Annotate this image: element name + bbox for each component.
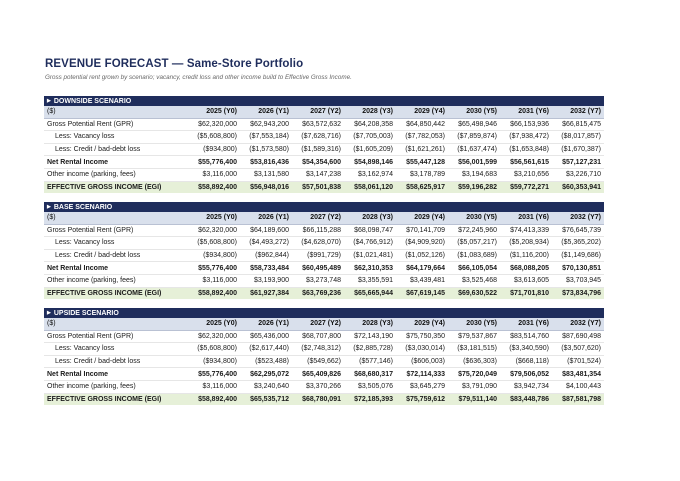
value-cell: $72,185,393 bbox=[344, 393, 396, 405]
value-cell: $70,130,851 bbox=[552, 262, 604, 275]
value-cell: $59,772,271 bbox=[500, 181, 552, 193]
value-cell: ($1,589,316) bbox=[292, 143, 344, 156]
value-cell: ($7,782,053) bbox=[396, 131, 448, 144]
value-cell: $55,776,400 bbox=[188, 368, 240, 381]
value-cell: $60,495,489 bbox=[292, 262, 344, 275]
value-cell: $64,850,442 bbox=[396, 118, 448, 131]
value-cell: $65,535,712 bbox=[240, 393, 292, 405]
value-cell: $53,816,436 bbox=[240, 156, 292, 169]
scenario-section-upside bbox=[44, 308, 604, 405]
value-cell: ($668,118) bbox=[500, 355, 552, 368]
egi-row bbox=[44, 181, 604, 193]
row-label: Net Rental Income bbox=[44, 156, 188, 169]
value-cell: $62,320,000 bbox=[188, 224, 240, 237]
year-header: 2031 (Y6) bbox=[500, 106, 552, 118]
credit-loss-row bbox=[44, 355, 604, 368]
value-cell: ($4,909,920) bbox=[396, 237, 448, 250]
row-label: Less: Vacancy loss bbox=[44, 237, 188, 250]
section-header bbox=[44, 308, 604, 318]
value-cell: ($5,208,934) bbox=[500, 237, 552, 250]
value-cell: $62,295,072 bbox=[240, 368, 292, 381]
value-cell: ($5,057,217) bbox=[448, 237, 500, 250]
egi-row bbox=[44, 287, 604, 299]
value-cell: $75,720,049 bbox=[448, 368, 500, 381]
vacancy-row bbox=[44, 131, 604, 144]
value-cell: $83,514,760 bbox=[500, 330, 552, 343]
year-header: 2030 (Y5) bbox=[448, 318, 500, 330]
value-cell: $54,898,146 bbox=[344, 156, 396, 169]
report-subtitle: Gross potential rent grown by scenario; vacancy, credit loss and other income build to Effective Gross Income. bbox=[45, 74, 352, 81]
scenario-table bbox=[44, 212, 604, 299]
value-cell: ($1,621,261) bbox=[396, 143, 448, 156]
section-header bbox=[44, 202, 604, 212]
triangle-right-icon: ▶ bbox=[47, 98, 51, 104]
year-header: 2028 (Y3) bbox=[344, 106, 396, 118]
year-header: 2029 (Y4) bbox=[396, 106, 448, 118]
value-cell: ($549,662) bbox=[292, 355, 344, 368]
value-cell: ($7,859,874) bbox=[448, 131, 500, 144]
row-label: Less: Vacancy loss bbox=[44, 131, 188, 144]
value-cell: $62,943,200 bbox=[240, 118, 292, 131]
year-header: 2028 (Y3) bbox=[344, 318, 396, 330]
row-label: EFFECTIVE GROSS INCOME (EGI) bbox=[44, 393, 188, 405]
value-cell: $74,413,339 bbox=[500, 224, 552, 237]
value-cell: $65,665,944 bbox=[344, 287, 396, 299]
value-cell: $3,147,238 bbox=[292, 168, 344, 181]
year-header: 2030 (Y5) bbox=[448, 106, 500, 118]
value-cell: ($1,670,387) bbox=[552, 143, 604, 156]
value-cell: $83,481,354 bbox=[552, 368, 604, 381]
other-income-row bbox=[44, 380, 604, 393]
value-cell: ($3,181,515) bbox=[448, 343, 500, 356]
column-header-row bbox=[44, 318, 604, 330]
egi-row bbox=[44, 393, 604, 405]
value-cell: $75,750,350 bbox=[396, 330, 448, 343]
column-header-row bbox=[44, 212, 604, 224]
year-header: 2027 (Y2) bbox=[292, 106, 344, 118]
value-cell: ($2,748,312) bbox=[292, 343, 344, 356]
year-header: 2028 (Y3) bbox=[344, 212, 396, 224]
value-cell: $79,506,052 bbox=[500, 368, 552, 381]
year-header: 2026 (Y1) bbox=[240, 212, 292, 224]
value-cell: $72,114,333 bbox=[396, 368, 448, 381]
value-cell: ($7,705,003) bbox=[344, 131, 396, 144]
value-cell: $56,948,016 bbox=[240, 181, 292, 193]
triangle-right-icon: ▶ bbox=[47, 310, 51, 316]
value-cell: $3,210,656 bbox=[500, 168, 552, 181]
value-cell: ($991,729) bbox=[292, 249, 344, 262]
value-cell: $3,525,468 bbox=[448, 274, 500, 287]
value-cell: $87,581,798 bbox=[552, 393, 604, 405]
value-cell: $3,791,090 bbox=[448, 380, 500, 393]
units-label: ($) bbox=[44, 212, 188, 224]
value-cell: ($4,493,272) bbox=[240, 237, 292, 250]
value-cell: ($1,149,686) bbox=[552, 249, 604, 262]
row-label: Net Rental Income bbox=[44, 262, 188, 275]
net-rental-income-row bbox=[44, 156, 604, 169]
value-cell: ($1,083,689) bbox=[448, 249, 500, 262]
value-cell: $65,409,826 bbox=[292, 368, 344, 381]
value-cell: ($8,017,857) bbox=[552, 131, 604, 144]
year-header: 2031 (Y6) bbox=[500, 212, 552, 224]
year-header: 2026 (Y1) bbox=[240, 318, 292, 330]
value-cell: $3,178,789 bbox=[396, 168, 448, 181]
value-cell: $63,572,632 bbox=[292, 118, 344, 131]
row-label: Other income (parking, fees) bbox=[44, 274, 188, 287]
row-label: Gross Potential Rent (GPR) bbox=[44, 330, 188, 343]
value-cell: $83,448,786 bbox=[500, 393, 552, 405]
value-cell: ($7,938,472) bbox=[500, 131, 552, 144]
value-cell: ($962,844) bbox=[240, 249, 292, 262]
net-rental-income-row bbox=[44, 262, 604, 275]
year-header: 2032 (Y7) bbox=[552, 106, 604, 118]
value-cell: $59,196,282 bbox=[448, 181, 500, 193]
value-cell: $55,776,400 bbox=[188, 156, 240, 169]
value-cell: ($3,030,014) bbox=[396, 343, 448, 356]
credit-loss-row bbox=[44, 249, 604, 262]
value-cell: $67,619,145 bbox=[396, 287, 448, 299]
value-cell: $87,690,498 bbox=[552, 330, 604, 343]
scenario-table bbox=[44, 106, 604, 193]
value-cell: ($577,146) bbox=[344, 355, 396, 368]
value-cell: $61,927,384 bbox=[240, 287, 292, 299]
value-cell: ($1,637,474) bbox=[448, 143, 500, 156]
value-cell: ($606,003) bbox=[396, 355, 448, 368]
value-cell: ($4,766,912) bbox=[344, 237, 396, 250]
value-cell: $3,703,945 bbox=[552, 274, 604, 287]
section-header bbox=[44, 96, 604, 106]
value-cell: $55,447,128 bbox=[396, 156, 448, 169]
value-cell: $62,320,000 bbox=[188, 118, 240, 131]
value-cell: $79,537,867 bbox=[448, 330, 500, 343]
section-title: UPSIDE SCENARIO bbox=[53, 310, 119, 317]
value-cell: ($1,573,580) bbox=[240, 143, 292, 156]
row-label: Other income (parking, fees) bbox=[44, 168, 188, 181]
value-cell: $3,116,000 bbox=[188, 274, 240, 287]
value-cell: $66,815,475 bbox=[552, 118, 604, 131]
value-cell: $3,439,481 bbox=[396, 274, 448, 287]
value-cell: ($5,608,800) bbox=[188, 237, 240, 250]
row-label: Less: Vacancy loss bbox=[44, 343, 188, 356]
value-cell: $3,942,734 bbox=[500, 380, 552, 393]
value-cell: $79,511,140 bbox=[448, 393, 500, 405]
value-cell: $75,759,612 bbox=[396, 393, 448, 405]
row-label: Gross Potential Rent (GPR) bbox=[44, 224, 188, 237]
value-cell: $3,116,000 bbox=[188, 168, 240, 181]
value-cell: $3,116,000 bbox=[188, 380, 240, 393]
value-cell: $62,320,000 bbox=[188, 330, 240, 343]
triangle-right-icon: ▶ bbox=[47, 204, 51, 210]
value-cell: $55,776,400 bbox=[188, 262, 240, 275]
value-cell: $4,100,443 bbox=[552, 380, 604, 393]
year-header: 2031 (Y6) bbox=[500, 318, 552, 330]
value-cell: $66,153,936 bbox=[500, 118, 552, 131]
row-label: EFFECTIVE GROSS INCOME (EGI) bbox=[44, 287, 188, 299]
value-cell: $64,189,600 bbox=[240, 224, 292, 237]
year-header: 2030 (Y5) bbox=[448, 212, 500, 224]
gpr-row bbox=[44, 118, 604, 131]
units-label: ($) bbox=[44, 318, 188, 330]
scenario-section-downside bbox=[44, 96, 604, 193]
value-cell: $76,645,739 bbox=[552, 224, 604, 237]
gpr-row bbox=[44, 224, 604, 237]
value-cell: $58,061,120 bbox=[344, 181, 396, 193]
credit-loss-row bbox=[44, 143, 604, 156]
value-cell: $68,707,800 bbox=[292, 330, 344, 343]
value-cell: ($523,488) bbox=[240, 355, 292, 368]
year-header: 2029 (Y4) bbox=[396, 318, 448, 330]
value-cell: $54,354,600 bbox=[292, 156, 344, 169]
value-cell: ($701,524) bbox=[552, 355, 604, 368]
row-label: Gross Potential Rent (GPR) bbox=[44, 118, 188, 131]
year-header: 2026 (Y1) bbox=[240, 106, 292, 118]
value-cell: ($1,052,126) bbox=[396, 249, 448, 262]
value-cell: ($1,653,848) bbox=[500, 143, 552, 156]
value-cell: ($934,800) bbox=[188, 355, 240, 368]
value-cell: $3,194,683 bbox=[448, 168, 500, 181]
value-cell: $66,105,054 bbox=[448, 262, 500, 275]
value-cell: $65,436,000 bbox=[240, 330, 292, 343]
value-cell: $3,355,591 bbox=[344, 274, 396, 287]
scenario-section-base bbox=[44, 202, 604, 299]
value-cell: $57,501,838 bbox=[292, 181, 344, 193]
value-cell: ($636,303) bbox=[448, 355, 500, 368]
value-cell: $57,127,231 bbox=[552, 156, 604, 169]
gpr-row bbox=[44, 330, 604, 343]
row-label: EFFECTIVE GROSS INCOME (EGI) bbox=[44, 181, 188, 193]
value-cell: ($5,365,202) bbox=[552, 237, 604, 250]
row-label: Net Rental Income bbox=[44, 368, 188, 381]
value-cell: $58,892,400 bbox=[188, 393, 240, 405]
value-cell: ($3,507,620) bbox=[552, 343, 604, 356]
year-header: 2029 (Y4) bbox=[396, 212, 448, 224]
column-header-row bbox=[44, 106, 604, 118]
other-income-row bbox=[44, 168, 604, 181]
value-cell: ($2,617,440) bbox=[240, 343, 292, 356]
value-cell: $68,088,205 bbox=[500, 262, 552, 275]
value-cell: $68,780,091 bbox=[292, 393, 344, 405]
year-header: 2025 (Y0) bbox=[188, 106, 240, 118]
value-cell: ($934,800) bbox=[188, 143, 240, 156]
value-cell: ($1,605,209) bbox=[344, 143, 396, 156]
value-cell: $58,892,400 bbox=[188, 287, 240, 299]
other-income-row bbox=[44, 274, 604, 287]
value-cell: $3,613,605 bbox=[500, 274, 552, 287]
section-title: BASE SCENARIO bbox=[53, 204, 113, 211]
value-cell: ($2,885,728) bbox=[344, 343, 396, 356]
value-cell: $62,310,353 bbox=[344, 262, 396, 275]
value-cell: ($7,628,716) bbox=[292, 131, 344, 144]
value-cell: $60,353,941 bbox=[552, 181, 604, 193]
section-title: DOWNSIDE SCENARIO bbox=[53, 98, 132, 105]
value-cell: $58,892,400 bbox=[188, 181, 240, 193]
vacancy-row bbox=[44, 343, 604, 356]
value-cell: $65,498,946 bbox=[448, 118, 500, 131]
value-cell: $3,226,710 bbox=[552, 168, 604, 181]
year-header: 2027 (Y2) bbox=[292, 212, 344, 224]
value-cell: $70,141,709 bbox=[396, 224, 448, 237]
report-title: REVENUE FORECAST — Same-Store Portfolio bbox=[45, 58, 304, 70]
value-cell: $3,645,279 bbox=[396, 380, 448, 393]
value-cell: $3,131,580 bbox=[240, 168, 292, 181]
value-cell: $3,193,900 bbox=[240, 274, 292, 287]
year-header: 2025 (Y0) bbox=[188, 212, 240, 224]
value-cell: $68,680,317 bbox=[344, 368, 396, 381]
row-label: Less: Credit / bad-debt loss bbox=[44, 143, 188, 156]
row-label: Less: Credit / bad-debt loss bbox=[44, 249, 188, 262]
value-cell: $3,370,266 bbox=[292, 380, 344, 393]
value-cell: $73,834,796 bbox=[552, 287, 604, 299]
value-cell: $58,733,484 bbox=[240, 262, 292, 275]
value-cell: ($934,800) bbox=[188, 249, 240, 262]
value-cell: $3,505,076 bbox=[344, 380, 396, 393]
year-header: 2027 (Y2) bbox=[292, 318, 344, 330]
year-header: 2032 (Y7) bbox=[552, 212, 604, 224]
value-cell: $66,115,288 bbox=[292, 224, 344, 237]
row-label: Other income (parking, fees) bbox=[44, 380, 188, 393]
value-cell: $63,769,236 bbox=[292, 287, 344, 299]
value-cell: $64,179,664 bbox=[396, 262, 448, 275]
value-cell: $69,630,522 bbox=[448, 287, 500, 299]
value-cell: $3,240,640 bbox=[240, 380, 292, 393]
value-cell: $64,208,358 bbox=[344, 118, 396, 131]
value-cell: $56,001,599 bbox=[448, 156, 500, 169]
year-header: 2032 (Y7) bbox=[552, 318, 604, 330]
value-cell: ($1,021,481) bbox=[344, 249, 396, 262]
value-cell: $71,701,810 bbox=[500, 287, 552, 299]
scenario-table bbox=[44, 318, 604, 405]
value-cell: $3,162,974 bbox=[344, 168, 396, 181]
vacancy-row bbox=[44, 237, 604, 250]
value-cell: $56,561,615 bbox=[500, 156, 552, 169]
value-cell: ($5,608,800) bbox=[188, 343, 240, 356]
value-cell: ($5,608,800) bbox=[188, 131, 240, 144]
value-cell: ($4,628,070) bbox=[292, 237, 344, 250]
value-cell: $68,098,747 bbox=[344, 224, 396, 237]
value-cell: ($3,340,590) bbox=[500, 343, 552, 356]
value-cell: $72,245,960 bbox=[448, 224, 500, 237]
year-header: 2025 (Y0) bbox=[188, 318, 240, 330]
value-cell: $3,273,748 bbox=[292, 274, 344, 287]
value-cell: $72,143,190 bbox=[344, 330, 396, 343]
value-cell: ($7,553,184) bbox=[240, 131, 292, 144]
value-cell: ($1,116,200) bbox=[500, 249, 552, 262]
net-rental-income-row bbox=[44, 368, 604, 381]
row-label: Less: Credit / bad-debt loss bbox=[44, 355, 188, 368]
units-label: ($) bbox=[44, 106, 188, 118]
value-cell: $58,625,917 bbox=[396, 181, 448, 193]
